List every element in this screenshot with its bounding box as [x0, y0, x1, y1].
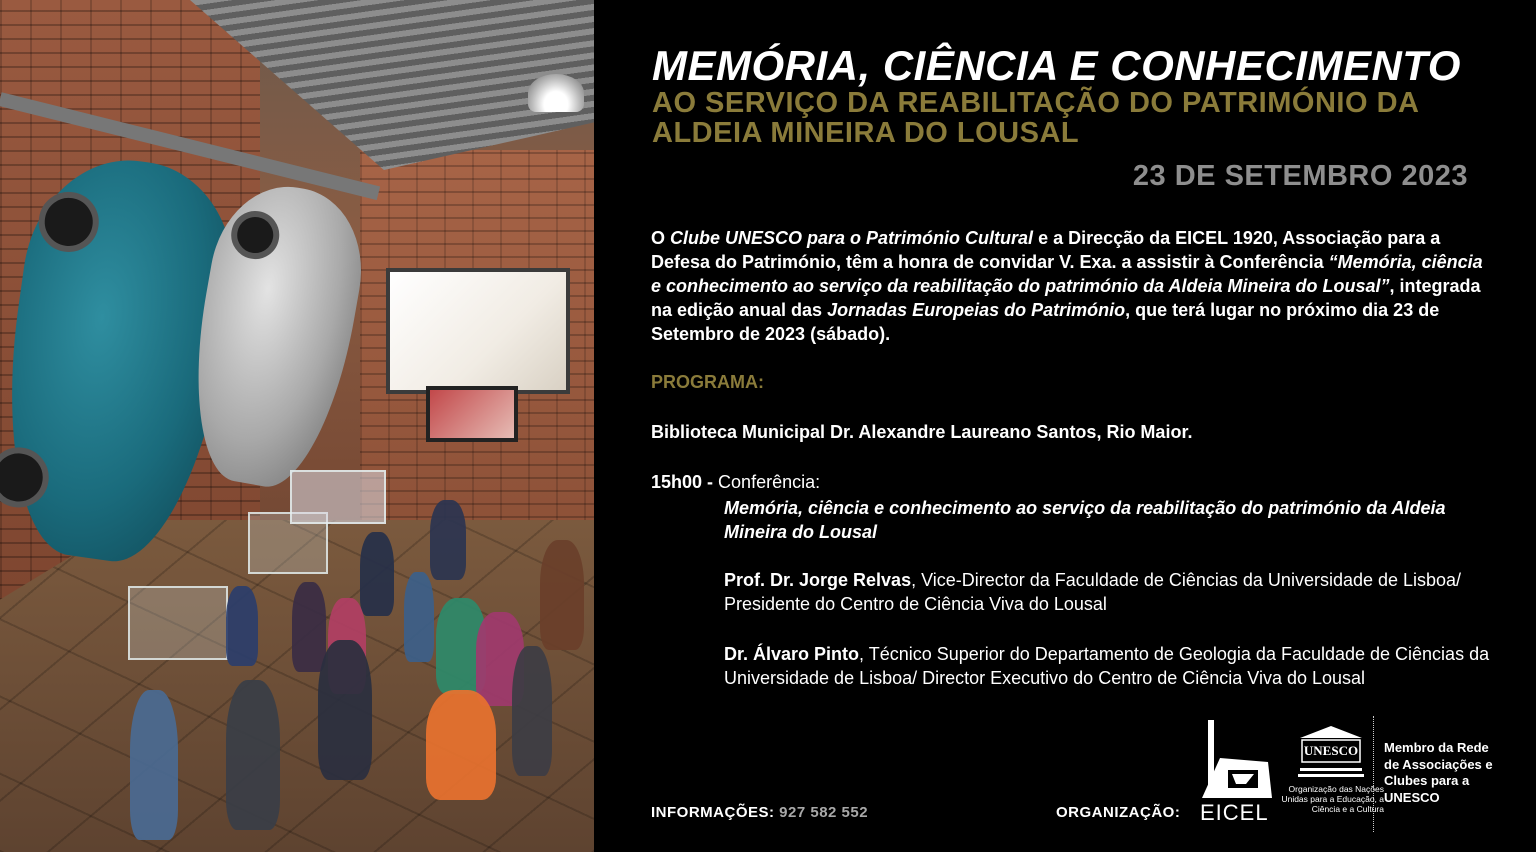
- intro-text: , que terá lugar no próximo dia 23 de Setembro de 2023 (sábado).: [651, 300, 1440, 344]
- info-label: INFORMAÇÕES:: [651, 804, 775, 821]
- event-date: 23 DE SETEMBRO 2023: [1132, 160, 1468, 192]
- ceiling-lamp: [528, 74, 584, 112]
- hall-window: [386, 268, 570, 394]
- invitation-panel: [594, 0, 1536, 852]
- page-title: MEMÓRIA, CIÊNCIA E CONHECIMENTO: [652, 42, 1461, 89]
- visitor: [430, 500, 466, 580]
- speaker-2: [724, 642, 1504, 690]
- speaker-role: , Vice-Director da Faculdade de Ciências da Universidade de Lisboa/ Presidente do Centro de Ciência Viva do Lousal: [724, 570, 1462, 614]
- visitor: [226, 680, 280, 830]
- jornadas-name: Jornadas Europeias do Património: [827, 300, 1126, 320]
- visitor: [540, 540, 584, 650]
- speaker-name: Prof. Dr. Jorge Relvas: [724, 570, 912, 590]
- unesco-word: UNESCO: [1303, 743, 1359, 758]
- sculpture: [290, 470, 386, 524]
- exhibition-hall-photo: [0, 0, 594, 852]
- venue: Biblioteca Municipal Dr. Alexandre Laureano Santos, Rio Maior.: [651, 422, 1193, 442]
- intro-text: O: [651, 228, 671, 248]
- info-phone[interactable]: 927 582 552: [779, 804, 869, 821]
- info-line: [651, 804, 868, 821]
- visitor: [292, 582, 326, 672]
- visitor: [360, 532, 394, 616]
- network-member-text: Membro da Rede de Associações e Clubes para a UNESCO: [1384, 740, 1493, 805]
- intro-text: e a Direcção da EICEL 1920, Associação para a Defesa do Património, têm a honra de convidar V. Exa. a assistir à Conferência: [651, 228, 1441, 272]
- display-case: [128, 586, 228, 660]
- unesco-caption: Organização das Nações Unidas para a Educação, a Ciência e a Cultura: [1281, 784, 1384, 814]
- organization-label: ORGANIZAÇÃO:: [1056, 804, 1181, 821]
- visitor: [512, 646, 552, 776]
- speaker-name: Dr. Álvaro Pinto: [724, 644, 860, 664]
- club-name: Clube UNESCO para o Património Cultural: [670, 228, 1034, 248]
- intro-text: , integrada na edição anual das: [651, 276, 1481, 320]
- visitor: [426, 690, 496, 800]
- schedule-row: [651, 472, 820, 493]
- car-wheel: [227, 207, 283, 263]
- car-wheel: [0, 444, 53, 512]
- speaker-1: [724, 568, 1504, 616]
- visitor: [226, 586, 258, 666]
- page-subtitle: AO SERVIÇO DA REABILITAÇÃO DO PATRIMÓNIO DA ALDEIA MINEIRA DO LOUSAL: [652, 87, 1419, 149]
- schedule-time: 15h00 -: [651, 472, 714, 492]
- wall-monitor: [426, 386, 518, 442]
- schedule-type: Conferência:: [713, 472, 821, 492]
- program-heading: PROGRAMA:: [651, 372, 764, 392]
- logo-divider: [1373, 716, 1374, 832]
- eicel-wordmark: EICEL: [1200, 800, 1269, 825]
- speaker-role: , Técnico Superior do Departamento de Geologia da Faculdade de Ciências da Universidade de Lisboa/ Director Executivo do Centro de Ciência Viva do Lousal: [724, 644, 1490, 688]
- unesco-wordmark: [1302, 742, 1360, 758]
- intro-paragraph: [651, 226, 1491, 346]
- visitor: [318, 640, 372, 780]
- conference-title: “Memória, ciência e conhecimento ao serviço da reabilitação do património da Aldeia Mineira do Lousal”: [651, 252, 1483, 296]
- visitor: [130, 690, 178, 840]
- visitor: [404, 572, 434, 662]
- talk-title: Memória, ciência e conhecimento ao serviço da reabilitação do património da Aldeia Mineira do Lousal: [724, 498, 1446, 542]
